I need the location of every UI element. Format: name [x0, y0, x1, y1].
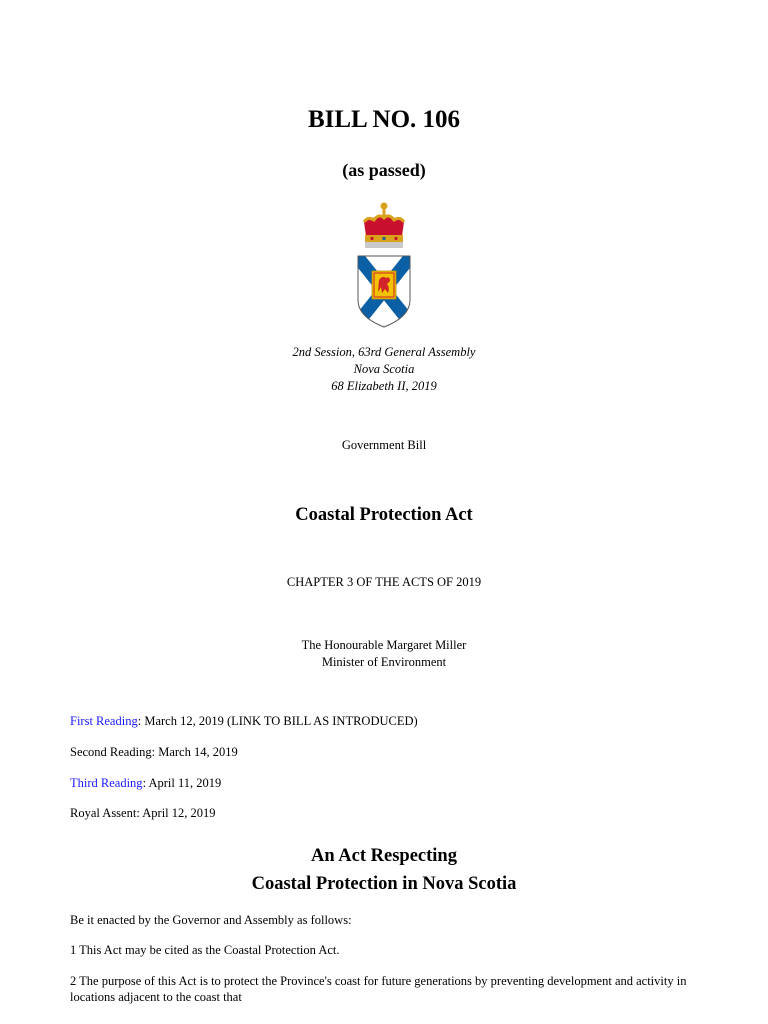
reading-date: April 11, 2019 — [146, 776, 222, 790]
reading-sep: : — [142, 776, 147, 790]
nova-scotia-coat-of-arms-icon — [352, 200, 416, 330]
shield-icon — [352, 250, 416, 330]
session-line: 2nd Session, 63rd General Assembly — [292, 345, 476, 359]
reading-first — [70, 714, 418, 729]
section-2: 2 The purpose of this Act is to protect the Province's coast for future generations by preventing development and activity in locations adjacent to the coast that — [70, 974, 687, 1004]
third-reading-link[interactable]: Third Reading — [70, 776, 143, 790]
section-1: 1 This Act may be cited as the Coastal Protection Act. — [70, 943, 340, 957]
reading-sep: : — [137, 714, 142, 728]
reading-date: March 14, 2019 — [155, 745, 238, 759]
reading-date: March 12, 2019 (LINK TO BILL AS INTRODUCED) — [141, 714, 418, 728]
bill-type: Government Bill — [341, 438, 427, 452]
sponsor-name: The Honourable Margaret Miller — [301, 638, 467, 652]
act-title: Coastal Protection Act — [295, 505, 473, 525]
reading-second — [70, 745, 238, 760]
province-line: Nova Scotia — [353, 362, 415, 376]
royal-assent — [70, 806, 216, 821]
reading-label: Second Reading — [70, 745, 152, 759]
chapter-line: CHAPTER 3 OF THE ACTS OF 2019 — [286, 575, 482, 589]
reading-label: Royal Assent — [70, 806, 137, 820]
long-title — [0, 842, 768, 898]
enacting-clause: Be it enacted by the Governor and Assembly as follows: — [70, 913, 352, 927]
long-title-line: An Act Respecting — [311, 846, 457, 866]
reading-sep: : — [136, 806, 140, 820]
reading-date: April 12, 2019 — [139, 806, 216, 820]
crown-icon — [364, 203, 404, 249]
bill-title: BILL NO. 106 — [307, 106, 461, 133]
session-info — [0, 344, 768, 395]
first-reading-link[interactable]: First Reading — [70, 714, 138, 728]
long-title-line: Coastal Protection in Nova Scotia — [251, 874, 517, 894]
regnal-year-line: 68 Elizabeth II, 2019 — [331, 379, 437, 393]
reading-third — [70, 776, 221, 791]
sponsor — [0, 637, 768, 671]
bill-status: (as passed) — [342, 160, 426, 180]
reading-sep: : — [151, 745, 156, 759]
sponsor-office: Minister of Environment — [321, 655, 447, 669]
